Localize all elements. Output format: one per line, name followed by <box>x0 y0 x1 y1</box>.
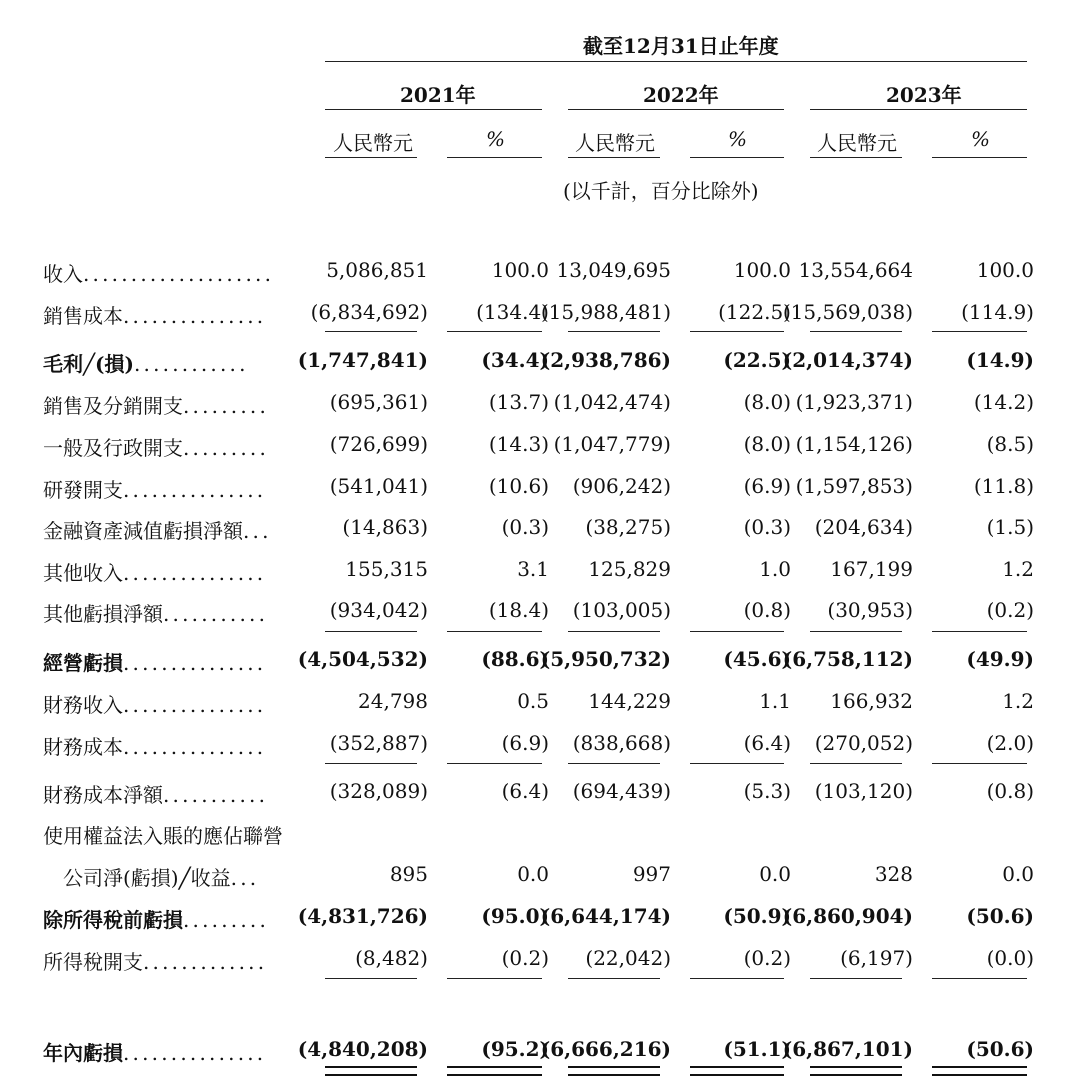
cell-value: (95.0) <box>481 904 549 928</box>
column-rule <box>932 763 1027 764</box>
cell-value: (95.2) <box>481 1037 549 1061</box>
cell-value: (1,154,126) <box>795 432 913 456</box>
cell-value: (6,867,101) <box>782 1037 913 1061</box>
column-rule <box>932 331 1027 332</box>
cell-value: (1,597,853) <box>795 474 913 498</box>
cell-value: (50.9) <box>723 904 791 928</box>
cell-value: (38,275) <box>585 515 671 539</box>
cell-value: (0.3) <box>743 515 791 539</box>
cell-value: 155,315 <box>345 557 428 581</box>
row-label <box>43 258 274 287</box>
cell-value: (5,950,732) <box>540 647 671 671</box>
row-label <box>43 598 268 627</box>
cell-value: (0.2) <box>743 946 791 970</box>
cell-value: 0.0 <box>517 862 549 886</box>
cell-value: (6.9) <box>501 731 549 755</box>
column-rule <box>932 1066 1027 1068</box>
cell-value: (22,042) <box>585 946 671 970</box>
leader-dots: ........... <box>163 783 269 807</box>
cell-value: (1,047,779) <box>553 432 671 456</box>
row-label-text: 公司淨(虧損)╱收益 <box>63 866 231 890</box>
leader-dots: ............... <box>123 693 267 717</box>
cell-value: (14.9) <box>966 348 1034 372</box>
column-rule <box>568 631 660 632</box>
row-label-text: 除所得稅前虧損 <box>43 908 183 932</box>
year-underline-2021 <box>325 109 542 110</box>
cell-value: 997 <box>632 862 671 886</box>
cell-value: (30,953) <box>827 598 913 622</box>
cell-value: (0.2) <box>986 598 1034 622</box>
row-label-text: 收入 <box>43 262 83 286</box>
row-label-text: 銷售及分銷開支 <box>43 394 183 418</box>
cell-value: (4,831,726) <box>297 904 428 928</box>
leader-dots: ............... <box>123 1041 267 1065</box>
column-rule <box>568 978 660 979</box>
cell-value: (8,482) <box>355 946 428 970</box>
row-label-text: 其他收入 <box>43 561 123 585</box>
cell-value: 328 <box>874 862 913 886</box>
leader-dots: ......... <box>183 908 270 932</box>
cell-value: (114.9) <box>961 300 1034 324</box>
cell-value: (726,699) <box>329 432 428 456</box>
column-rule <box>810 1074 902 1076</box>
column-rule <box>447 331 542 332</box>
row-label-text: 財務成本 <box>43 735 123 759</box>
column-rule <box>690 631 784 632</box>
cell-value: (34.4) <box>481 348 549 372</box>
cell-value: (49.9) <box>966 647 1034 671</box>
year-underline-2023 <box>810 109 1027 110</box>
cell-value: (8.5) <box>986 432 1034 456</box>
leader-dots: ......... <box>183 436 270 460</box>
column-rule <box>447 978 542 979</box>
cell-value: (1,747,841) <box>297 348 428 372</box>
row-label-text: 毛利╱(損) <box>43 352 134 376</box>
cell-value: 0.0 <box>759 862 791 886</box>
column-rule <box>447 631 542 632</box>
column-rule <box>810 631 902 632</box>
cell-value: (51.1) <box>723 1037 791 1061</box>
cell-value: (838,668) <box>572 731 671 755</box>
cell-value: (122.5) <box>718 300 791 324</box>
cell-value: (2,938,786) <box>540 348 671 372</box>
row-label-text: 所得稅開支 <box>43 950 143 974</box>
column-rule <box>325 631 417 632</box>
row-label-text: 研發開支 <box>43 478 123 502</box>
cell-value: 166,932 <box>830 689 913 713</box>
cell-value: 1.0 <box>759 557 791 581</box>
cell-value: (8.0) <box>743 432 791 456</box>
cell-value: (6,666,216) <box>540 1037 671 1061</box>
cell-value: (2,014,374) <box>782 348 913 372</box>
row-label <box>63 862 259 891</box>
cell-value: (14.2) <box>973 390 1034 414</box>
row-label-text: 財務成本淨額 <box>43 783 163 807</box>
column-rule <box>568 1074 660 1076</box>
year-underline-2022 <box>568 109 784 110</box>
cell-value: 100.0 <box>976 258 1034 282</box>
cell-value: (6,197) <box>840 946 913 970</box>
pct-label-2021: % <box>486 127 506 151</box>
leader-dots: ... <box>230 866 260 890</box>
leader-dots: ............... <box>123 478 267 502</box>
pct-label-2022: % <box>728 127 748 151</box>
subhdr-underline <box>447 157 542 158</box>
leader-dots: ............... <box>123 561 267 585</box>
cell-value: 13,554,664 <box>798 258 913 282</box>
row-label-text: 一般及行政開支 <box>43 436 183 460</box>
column-rule <box>810 978 902 979</box>
leader-dots: ............... <box>123 304 267 328</box>
subhdr-underline <box>932 157 1027 158</box>
cell-value: 100.0 <box>733 258 791 282</box>
cell-value: (6,834,692) <box>310 300 428 324</box>
column-rule <box>568 763 660 764</box>
cell-value: (10.6) <box>488 474 549 498</box>
cell-value: (352,887) <box>329 731 428 755</box>
cell-value: (6.9) <box>743 474 791 498</box>
subhdr-underline <box>325 157 417 158</box>
cell-value: 24,798 <box>358 689 428 713</box>
column-rule <box>447 763 542 764</box>
row-label-text: 使用權益法入賬的應佔聯營 <box>43 824 283 848</box>
leader-dots: ... <box>243 519 272 543</box>
cell-value: 895 <box>389 862 428 886</box>
cell-value: (22.5) <box>723 348 791 372</box>
cell-value: (103,005) <box>572 598 671 622</box>
column-rule <box>810 331 902 332</box>
row-label-text: 經營虧損 <box>43 651 123 675</box>
year-2023: 2023年 <box>886 83 962 107</box>
column-rule <box>690 1066 784 1068</box>
row-label-text: 財務收入 <box>43 693 123 717</box>
unit-note: (以千計，百分比除外) <box>563 179 759 203</box>
row-label <box>43 390 269 419</box>
row-label <box>43 1037 266 1066</box>
cell-value: (103,120) <box>814 779 913 803</box>
leader-dots: ............... <box>123 651 267 675</box>
cell-value: (4,840,208) <box>297 1037 428 1061</box>
cell-value: (694,439) <box>572 779 671 803</box>
currency-label-2022: 人民幣元 <box>575 131 655 155</box>
leader-dots: ........... <box>163 602 269 626</box>
pct-label-2023: % <box>971 127 991 151</box>
cell-value: (1.5) <box>986 515 1034 539</box>
column-rule <box>810 763 902 764</box>
cell-value: (15,988,481) <box>540 300 671 324</box>
row-label <box>43 820 283 849</box>
row-label <box>43 731 266 760</box>
cell-value: 0.5 <box>517 689 549 713</box>
column-rule <box>690 763 784 764</box>
cell-value: (8.0) <box>743 390 791 414</box>
cell-value: (15,569,038) <box>782 300 913 324</box>
column-rule <box>932 631 1027 632</box>
cell-value: (6,644,174) <box>540 904 671 928</box>
column-rule <box>690 978 784 979</box>
row-label <box>43 946 267 975</box>
cell-value: 125,829 <box>588 557 671 581</box>
cell-value: (14.3) <box>488 432 549 456</box>
column-rule <box>325 331 417 332</box>
column-rule <box>325 1074 417 1076</box>
cell-value: (541,041) <box>329 474 428 498</box>
subhdr-underline <box>690 157 784 158</box>
row-label <box>43 432 269 461</box>
column-rule <box>690 1074 784 1076</box>
cell-value: (328,089) <box>329 779 428 803</box>
cell-value: (18.4) <box>488 598 549 622</box>
column-rule <box>690 331 784 332</box>
column-rule <box>325 1066 417 1068</box>
cell-value: 13,049,695 <box>556 258 671 282</box>
leader-dots: ............... <box>123 735 267 759</box>
cell-value: 3.1 <box>517 557 549 581</box>
cell-value: 0.0 <box>1002 862 1034 886</box>
cell-value: (0.8) <box>743 598 791 622</box>
cell-value: (204,634) <box>814 515 913 539</box>
row-label-text: 其他虧損淨額 <box>43 602 163 626</box>
column-rule <box>447 1074 542 1076</box>
cell-value: (1,923,371) <box>795 390 913 414</box>
cell-value: (270,052) <box>814 731 913 755</box>
column-rule <box>325 978 417 979</box>
cell-value: (0.8) <box>986 779 1034 803</box>
column-rule <box>447 1066 542 1068</box>
row-label <box>43 474 266 503</box>
leader-dots: .................... <box>83 262 275 286</box>
currency-label-2021: 人民幣元 <box>333 131 413 155</box>
cell-value: (0.2) <box>501 946 549 970</box>
cell-value: (14,863) <box>342 515 428 539</box>
cell-value: (6,758,112) <box>782 647 913 671</box>
row-label <box>43 647 266 676</box>
leader-dots: ............ <box>133 352 249 376</box>
leader-dots: ......... <box>183 394 270 418</box>
cell-value: (695,361) <box>329 390 428 414</box>
row-label <box>43 904 269 933</box>
column-rule <box>932 1074 1027 1076</box>
row-label <box>43 779 268 808</box>
column-rule <box>325 763 417 764</box>
row-label-text: 銷售成本 <box>43 304 123 328</box>
cell-value: (50.6) <box>966 904 1034 928</box>
cell-value: (6,860,904) <box>782 904 913 928</box>
cell-value: (1,042,474) <box>553 390 671 414</box>
period-underline <box>325 61 1027 62</box>
row-label <box>43 689 266 718</box>
row-label-text: 年內虧損 <box>43 1041 123 1065</box>
cell-value: (11.8) <box>973 474 1034 498</box>
cell-value: 1.1 <box>759 689 791 713</box>
row-label <box>43 348 249 377</box>
row-label <box>43 300 266 329</box>
cell-value: (134.4) <box>476 300 549 324</box>
column-rule <box>810 1066 902 1068</box>
cell-value: (50.6) <box>966 1037 1034 1061</box>
cell-value: (906,242) <box>572 474 671 498</box>
cell-value: 1.2 <box>1002 557 1034 581</box>
cell-value: 144,229 <box>588 689 671 713</box>
cell-value: (6.4) <box>743 731 791 755</box>
cell-value: 1.2 <box>1002 689 1034 713</box>
cell-value: (5.3) <box>743 779 791 803</box>
year-2021: 2021年 <box>400 83 476 107</box>
subhdr-underline <box>568 157 660 158</box>
cell-value: (2.0) <box>986 731 1034 755</box>
row-label-text: 金融資產減值虧損淨額 <box>43 519 243 543</box>
row-label <box>43 557 266 586</box>
cell-value: (0.0) <box>986 946 1034 970</box>
cell-value: (0.3) <box>501 515 549 539</box>
period-title: 截至12月31日止年度 <box>583 34 779 58</box>
row-label <box>43 515 272 544</box>
cell-value: 167,199 <box>830 557 913 581</box>
cell-value: (934,042) <box>329 598 428 622</box>
cell-value: (13.7) <box>488 390 549 414</box>
column-rule <box>568 331 660 332</box>
leader-dots: ............. <box>143 950 268 974</box>
year-2022: 2022年 <box>643 83 719 107</box>
cell-value: (45.6) <box>723 647 791 671</box>
currency-label-2023: 人民幣元 <box>817 131 897 155</box>
cell-value: 5,086,851 <box>326 258 428 282</box>
cell-value: 100.0 <box>491 258 549 282</box>
column-rule <box>932 978 1027 979</box>
subhdr-underline <box>810 157 902 158</box>
cell-value: (88.6) <box>481 647 549 671</box>
cell-value: (6.4) <box>501 779 549 803</box>
column-rule <box>568 1066 660 1068</box>
cell-value: (4,504,532) <box>297 647 428 671</box>
